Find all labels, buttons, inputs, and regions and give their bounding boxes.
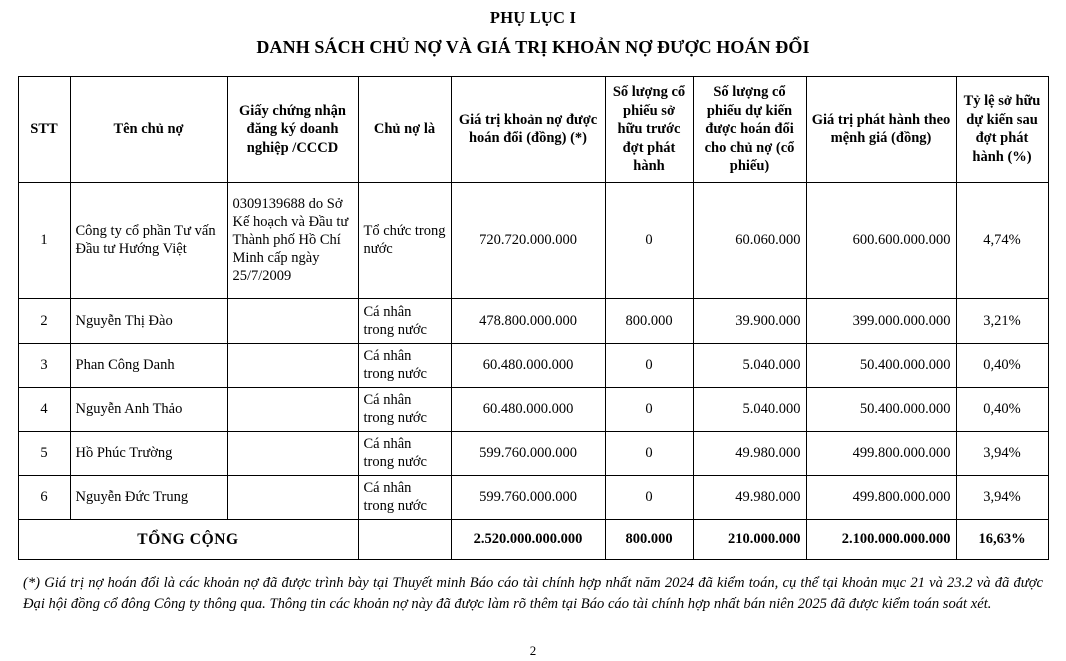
cell-total-type-empty bbox=[358, 519, 451, 559]
cell-debt-value: 60.480.000.000 bbox=[451, 343, 605, 387]
page-title: PHỤ LỤC I bbox=[489, 8, 577, 27]
cell-shares-before: 0 bbox=[605, 387, 693, 431]
cell-shares-swap: 39.900.000 bbox=[693, 298, 806, 343]
cell-debt-value: 599.760.000.000 bbox=[451, 431, 605, 475]
cell-ownership-ratio: 0,40% bbox=[956, 343, 1048, 387]
column-header-creditor-name: Tên chủ nợ bbox=[70, 77, 227, 183]
footnote: (*) Giá trị nợ hoán đổi là các khoản nợ đã được trình bày tại Thuyết minh Báo cáo tài chính hợp nhất năm 2024 đã kiểm toán, cụ thể tại khoản mục 21 và 23.2 và đã được Đại hội đồng cổ đông Công ty thông qua. Thông tin các khoản nợ này đã được làm rõ thêm tại Báo cáo tài chính hợp nhất bán niên 2025 đã được kiểm toán soát xét. bbox=[23, 574, 1043, 612]
cell-certificate bbox=[227, 298, 358, 343]
column-header-stt: STT bbox=[18, 77, 70, 183]
cell-ownership-ratio: 3,94% bbox=[956, 431, 1048, 475]
cell-debt-value: 720.720.000.000 bbox=[451, 182, 605, 298]
cell-par-value: 399.000.000.000 bbox=[806, 298, 956, 343]
cell-total-par-value: 2.100.000.000.000 bbox=[806, 519, 956, 559]
cell-shares-before: 800.000 bbox=[605, 298, 693, 343]
table-row bbox=[18, 343, 1048, 387]
cell-ownership-ratio: 3,21% bbox=[956, 298, 1048, 343]
cell-creditor-name: Nguyễn Anh Thảo bbox=[70, 387, 227, 431]
cell-shares-swap: 49.980.000 bbox=[693, 431, 806, 475]
cell-creditor-type: Tổ chức trong nước bbox=[358, 182, 451, 298]
cell-creditor-type: Cá nhân trong nước bbox=[358, 431, 451, 475]
cell-par-value: 499.800.000.000 bbox=[806, 475, 956, 519]
column-header-par-value: Giá trị phát hành theo mệnh giá (đồng) bbox=[806, 77, 956, 183]
table-row bbox=[18, 387, 1048, 431]
cell-debt-value: 599.760.000.000 bbox=[451, 475, 605, 519]
cell-ownership-ratio: 4,74% bbox=[956, 182, 1048, 298]
cell-creditor-type: Cá nhân trong nước bbox=[358, 343, 451, 387]
cell-total-ownership-ratio: 16,63% bbox=[956, 519, 1048, 559]
cell-shares-before: 0 bbox=[605, 182, 693, 298]
cell-ownership-ratio: 0,40% bbox=[956, 387, 1048, 431]
table-row bbox=[18, 475, 1048, 519]
cell-stt: 6 bbox=[18, 475, 70, 519]
cell-total-shares-before: 800.000 bbox=[605, 519, 693, 559]
cell-creditor-name: Phan Công Danh bbox=[70, 343, 227, 387]
cell-shares-swap: 5.040.000 bbox=[693, 343, 806, 387]
cell-creditor-name: Nguyễn Thị Đào bbox=[70, 298, 227, 343]
table-row bbox=[18, 431, 1048, 475]
cell-stt: 2 bbox=[18, 298, 70, 343]
creditor-list-table bbox=[18, 76, 1049, 560]
cell-stt: 1 bbox=[18, 182, 70, 298]
cell-creditor-name: Nguyễn Đức Trung bbox=[70, 475, 227, 519]
cell-total-debt-value: 2.520.000.000.000 bbox=[451, 519, 605, 559]
cell-ownership-ratio: 3,94% bbox=[956, 475, 1048, 519]
cell-shares-before: 0 bbox=[605, 343, 693, 387]
cell-par-value: 50.400.000.000 bbox=[806, 387, 956, 431]
column-header-ownership-ratio: Tỷ lệ sở hữu dự kiến sau đợt phát hành (%) bbox=[956, 77, 1048, 183]
cell-par-value: 499.800.000.000 bbox=[806, 431, 956, 475]
cell-creditor-type: Cá nhân trong nước bbox=[358, 475, 451, 519]
column-header-shares-swap: Số lượng cổ phiếu dự kiến được hoán đổi cho chủ nợ (cổ phiếu) bbox=[693, 77, 806, 183]
column-header-shares-before: Số lượng cổ phiếu sở hữu trước đợt phát hành bbox=[605, 77, 693, 183]
column-header-debt-value: Giá trị khoản nợ được hoán đổi (đồng) (*) bbox=[451, 77, 605, 183]
cell-shares-swap: 5.040.000 bbox=[693, 387, 806, 431]
cell-shares-swap: 60.060.000 bbox=[693, 182, 806, 298]
cell-debt-value: 478.800.000.000 bbox=[451, 298, 605, 343]
cell-creditor-name: Công ty cổ phần Tư vấn Đầu tư Hướng Việt bbox=[70, 182, 227, 298]
cell-creditor-type: Cá nhân trong nước bbox=[358, 298, 451, 343]
cell-creditor-name: Hồ Phúc Trường bbox=[70, 431, 227, 475]
cell-creditor-type: Cá nhân trong nước bbox=[358, 387, 451, 431]
cell-stt: 5 bbox=[18, 431, 70, 475]
cell-total-shares-swap: 210.000.000 bbox=[693, 519, 806, 559]
cell-certificate bbox=[227, 387, 358, 431]
cell-certificate: 0309139688 do Sở Kế hoạch và Đầu tư Thành phố Hồ Chí Minh cấp ngày 25/7/2009 bbox=[227, 182, 358, 298]
cell-shares-before: 0 bbox=[605, 475, 693, 519]
cell-certificate bbox=[227, 343, 358, 387]
document-page bbox=[0, 8, 1066, 661]
cell-total-label: TỔNG CỘNG bbox=[18, 519, 358, 559]
table-row bbox=[18, 182, 1048, 298]
cell-debt-value: 60.480.000.000 bbox=[451, 387, 605, 431]
cell-stt: 3 bbox=[18, 343, 70, 387]
cell-par-value: 600.600.000.000 bbox=[806, 182, 956, 298]
cell-par-value: 50.400.000.000 bbox=[806, 343, 956, 387]
table-total-row bbox=[18, 519, 1048, 559]
page-subtitle: DANH SÁCH CHỦ NỢ VÀ GIÁ TRỊ KHOẢN NỢ ĐƯỢC HOÁN ĐỔI bbox=[256, 37, 810, 57]
cell-shares-before: 0 bbox=[605, 431, 693, 475]
cell-certificate bbox=[227, 431, 358, 475]
table-row bbox=[18, 298, 1048, 343]
cell-certificate bbox=[227, 475, 358, 519]
cell-shares-swap: 49.980.000 bbox=[693, 475, 806, 519]
page-number: 2 bbox=[529, 643, 537, 658]
table-header-row bbox=[18, 77, 1048, 183]
cell-stt: 4 bbox=[18, 387, 70, 431]
column-header-certificate: Giấy chứng nhận đăng ký doanh nghiệp /CCCD bbox=[227, 77, 358, 183]
column-header-creditor-type: Chủ nợ là bbox=[358, 77, 451, 183]
